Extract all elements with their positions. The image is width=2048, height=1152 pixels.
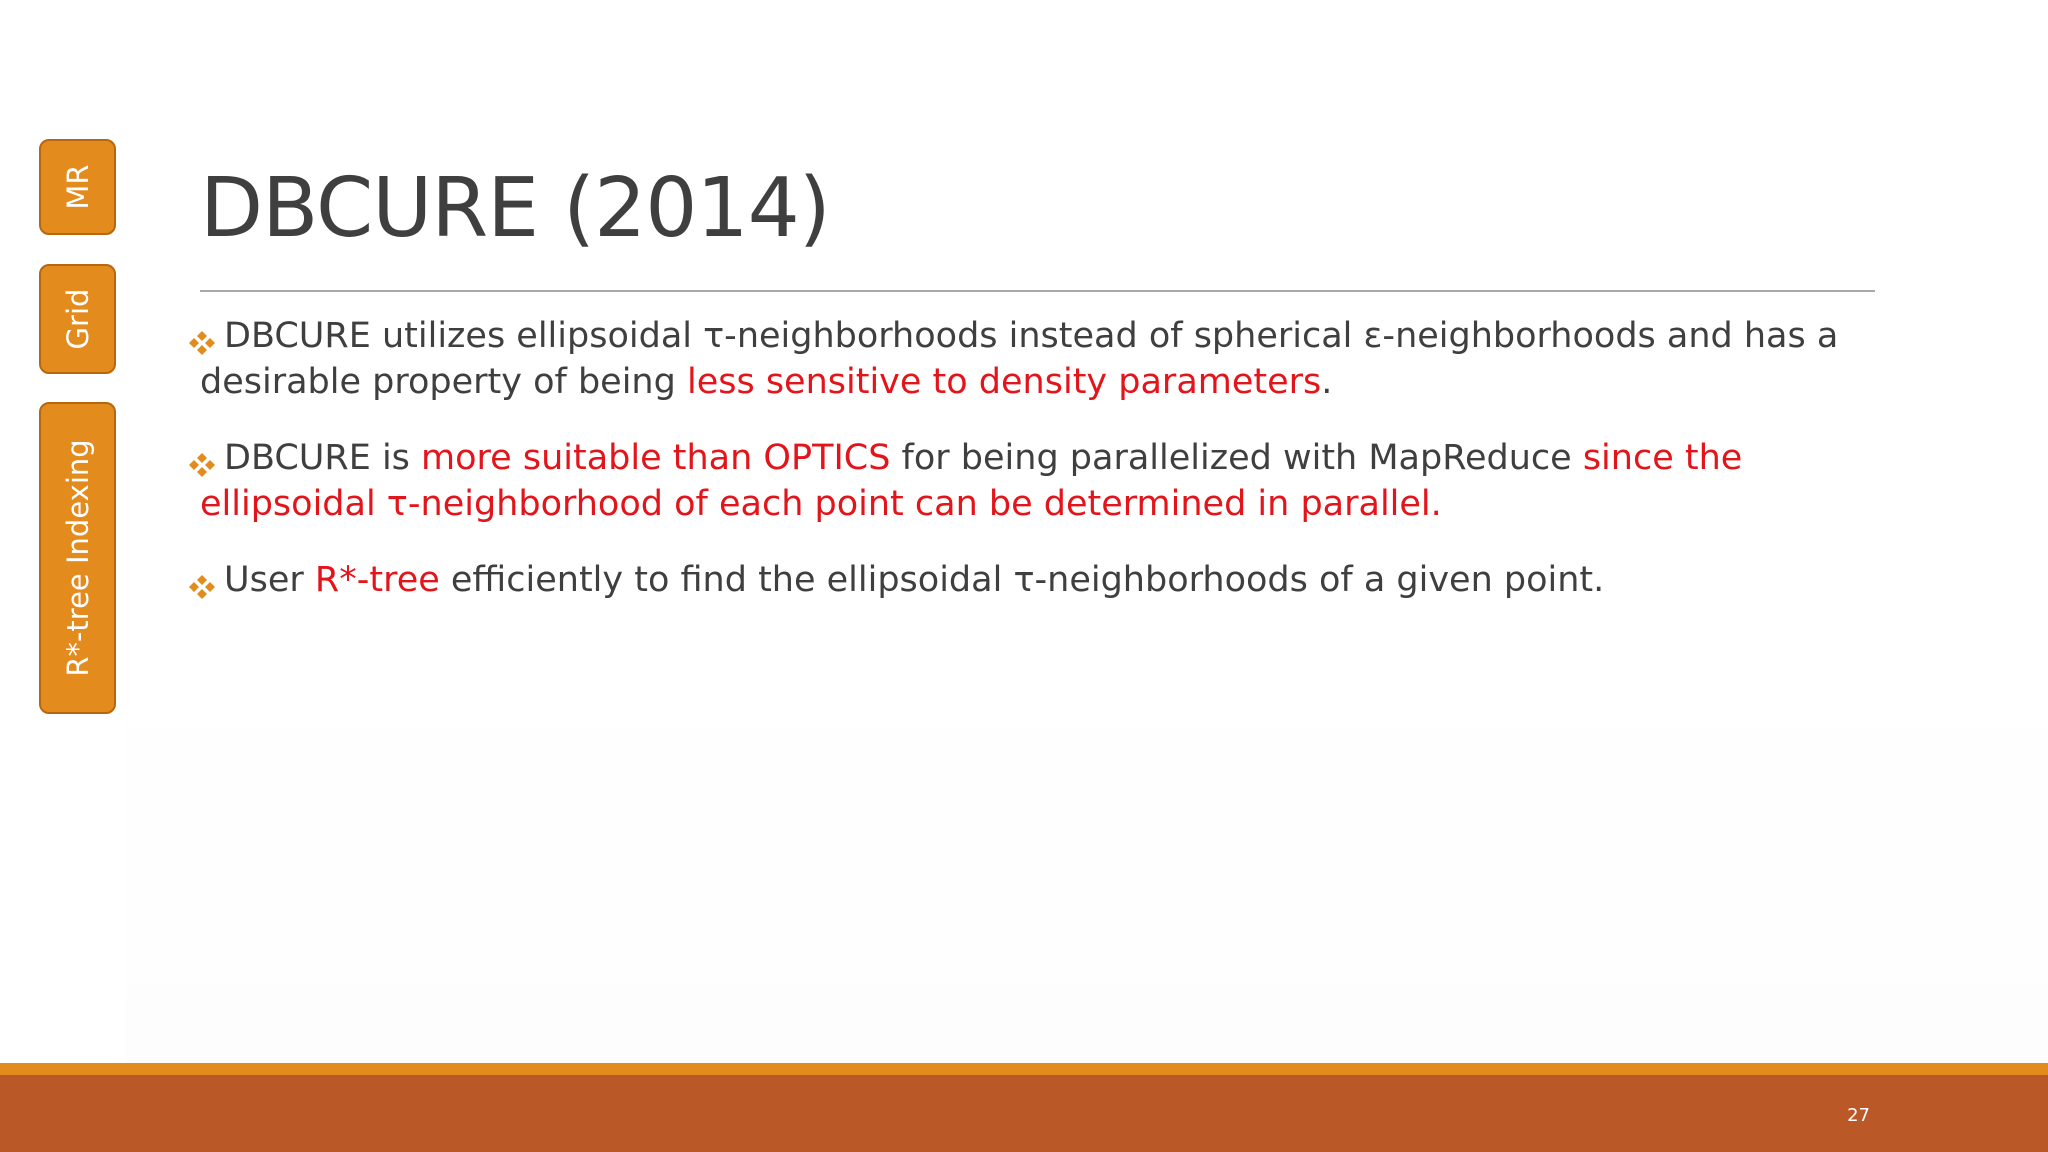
title-divider xyxy=(200,290,1875,292)
diamond-cluster-icon xyxy=(187,566,217,592)
bullet-highlight: more suitable than OPTICS xyxy=(421,438,891,478)
bullet-item xyxy=(189,435,1889,527)
bullet-text-segment: . xyxy=(1321,362,1333,402)
side-tab-label: Grid xyxy=(60,288,95,350)
diamond-cluster-icon xyxy=(187,444,217,470)
bullet-text xyxy=(200,560,1604,600)
side-tab-mr[interactable] xyxy=(39,139,116,235)
diamond-cluster-icon xyxy=(187,322,217,348)
slide-title: DBCURE (2014) xyxy=(200,161,830,256)
bullet-highlight: less sensitive to density parameters xyxy=(686,362,1322,402)
bullet-highlight: since the ellipsoidal τ-neighborhood of each point can be determined in parallel. xyxy=(200,438,1743,524)
bullet-text-segment: for being parallelized with MapReduce xyxy=(890,438,1583,478)
bullet-text xyxy=(200,316,1838,402)
bullet-text-segment: DBCURE is xyxy=(224,438,422,478)
bullet-list xyxy=(189,313,1889,633)
side-tab-rtree-indexing[interactable] xyxy=(39,402,116,714)
bullet-highlight: R*-tree xyxy=(314,560,440,600)
bullet-text-segment: User xyxy=(224,560,315,600)
side-tab-label: R*-tree Indexing xyxy=(60,439,95,677)
bullet-item xyxy=(189,313,1889,405)
content-background xyxy=(125,640,2048,1064)
bullet-text xyxy=(200,438,1742,524)
bullet-item xyxy=(189,557,1889,603)
bullet-text-segment: DBCURE utilizes ellipsoidal τ-neighborhoods instead of spherical ε-neighborhoods and has a desirable property of being xyxy=(200,316,1839,402)
side-tab-grid[interactable] xyxy=(39,264,116,374)
footer-band xyxy=(0,1075,2048,1152)
page-number: 27 xyxy=(1847,1105,1870,1126)
bullet-text-segment: efficiently to find the ellipsoidal τ-neighborhoods of a given point. xyxy=(439,560,1605,600)
side-tab-label: MR xyxy=(60,164,95,210)
footer-accent-stripe xyxy=(0,1063,2048,1075)
